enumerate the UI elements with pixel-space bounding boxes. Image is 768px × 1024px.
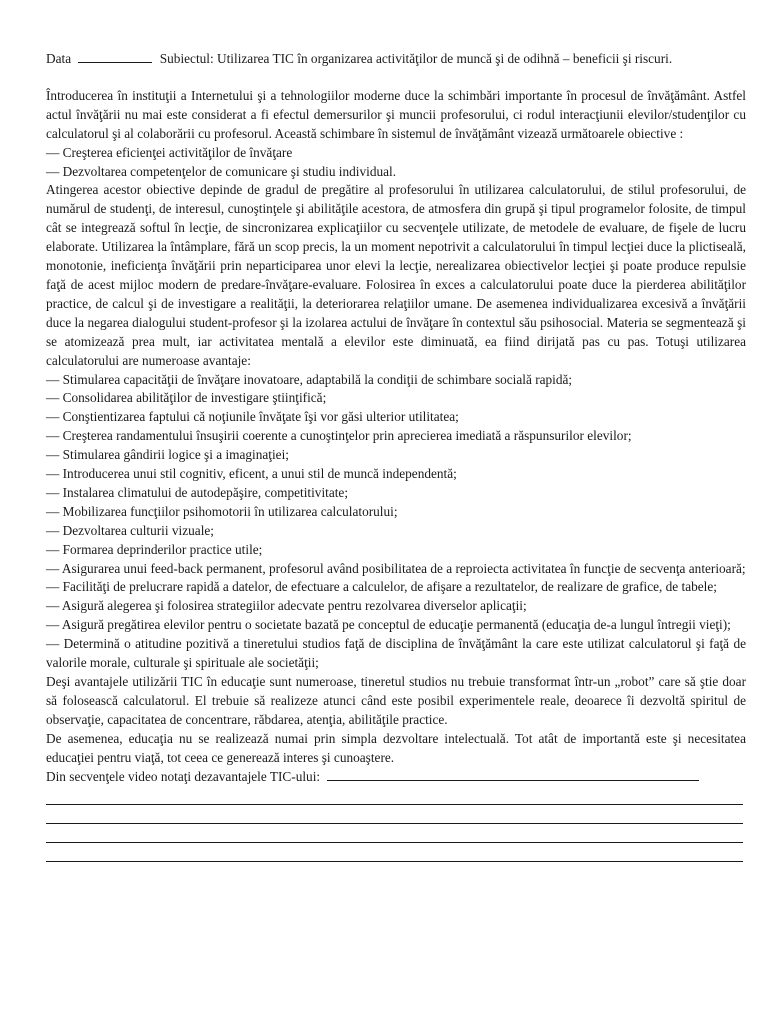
objective-item: — Creşterea eficienţei activităţilor de învăţare bbox=[46, 144, 293, 160]
answer-line[interactable] bbox=[46, 805, 743, 824]
advantage-item: — Determină o atitudine pozitivă a tineretului studios faţă de disciplina de învăţământ la care este utilizat calculatorul şi faţă de valorile morale, culturale şi spirituale ale societăţii; bbox=[46, 636, 746, 671]
date-blank[interactable] bbox=[78, 50, 152, 63]
closing-paragraph: De asemenea, educaţia nu se realizează numai prin simpla dezvoltare intelectuală. Tot atât de importantă este şi necesitatea educaţiei pentru viaţă, tot ceea ce generează interes şi cunoaştere. bbox=[46, 730, 746, 765]
subject-title: Subiectul: Utilizarea TIC în organizarea activităţilor de muncă şi de odihnă – beneficii şi riscuri. bbox=[159, 51, 673, 66]
advantage-item: — Mobilizarea funcţiilor psihomotorii în utilizarea calculatorului; bbox=[46, 503, 398, 519]
answer-line[interactable] bbox=[46, 786, 743, 805]
advantage-item: — Asigură pregătirea elevilor pentru o societate bazată pe conceptul de educaţie permanentă (educaţia de-a lungul întregii vieţi); bbox=[46, 617, 731, 633]
answer-line[interactable] bbox=[46, 824, 743, 843]
task-prompt-line bbox=[46, 768, 746, 787]
advantage-item: — Dezvoltarea culturii vizuale; bbox=[46, 522, 214, 538]
objectives-list bbox=[46, 144, 746, 182]
advantage-item: — Formarea deprinderilor practice utile; bbox=[46, 541, 263, 557]
advantage-item: — Stimularea gândirii logice şi a imaginaţiei; bbox=[46, 447, 289, 463]
header-line bbox=[46, 50, 746, 69]
body-paragraph: Atingerea acestor obiective depinde de gradul de pregătire al profesorului în utilizarea calculatorului, de stilul profesorului, de numărul de studenţi, de interesul, cunoştinţele şi abilităţile acestora, de atmosfera din grupă şi tipul programelor folosite, de timpul cât se integrează softul în lecţie, de sincronizarea explicaţiilor cu secvenţele utilizate, de metodele de evaluare, de fişele de lucru elaborate. Utilizarea la întâmplare, fără un scop precis, la un moment nepotrivit a calculatorului în timpul lecţiei duce la plictiseală, monotonie, ineficienţa învăţării prin neparticiparea unor elevi la lecţie, nerealizarea obiectivelor lecţiei şi poate produce repulsie faţă de acest mijloc modern de predare-învăţare-evaluare. Folosirea în exces a calculatorului poate duce la pierderea abilităţilor practice, de calcul şi de investigare a realităţii, la deteriorarea relaţiilor umane. De asemenea individualizarea excesivă a învăţării duce la negarea dialogului student-profesor şi la izolarea actului de învăţare în contextul său psihosocial. Materia se segmentează şi se atomizează prea mult, iar activitatea mentală a elevilor este diminuată, ea fiind dirijată pas cu pas. Totuşi utilizarea calculatorului are numeroase avantaje: bbox=[46, 182, 746, 368]
intro-paragraph: Întroducerea în instituţii a Internetului şi a tehnologiilor moderne duce la schimbări importante în procesul de învăţământ. Astfel actul învăţării nu mai este considerat a fi efectul demersurilor şi muncii profesorului, ci rodul interacţiunii elevilor/studenţilor cu calculatorul şi al colaborării cu profesorul. Această schimbare în sistemul de învăţământ vizează următoarele obiective : bbox=[46, 87, 746, 141]
advantage-item: — Stimularea capacităţii de învăţare inovatoare, adaptabilă la condiţii de schimbare socială rapidă; bbox=[46, 371, 573, 387]
task-prompt: Din secvenţele video notaţi dezavantajele TIC-ului: bbox=[46, 768, 321, 784]
advantage-item: — Creşterea randamentului însuşirii coerente a cunoştinţelor prin aprecierea imediată a răspunsurilor elevilor; bbox=[46, 428, 632, 444]
objective-item: — Dezvoltarea competenţelor de comunicare şi studiu individual. bbox=[46, 163, 397, 179]
date-label: Data bbox=[46, 51, 72, 66]
advantage-item: — Consolidarea abilităţilor de investigare ştiinţifică; bbox=[46, 390, 327, 406]
closing-paragraph: Deşi avantajele utilizării TIC în educaţie sunt numeroase, tineretul studios nu trebuie transformat într-un „robot” care să ştie doar să folosească calculatorul. El trebuie să realizeze atunci când este posibil experimentele reale, deoarece îi dezvoltă spiritul de observaţie, capacitatea de concentrare, răbdarea, atenţia, abilităţile practice. bbox=[46, 674, 746, 727]
answer-lines bbox=[46, 786, 746, 862]
answer-line[interactable] bbox=[46, 843, 743, 862]
advantage-item: — Asigură alegerea şi folosirea strategiilor adecvate pentru rezolvarea diverselor aplicaţii; bbox=[46, 598, 527, 614]
advantage-item: — Facilităţi de prelucrare rapidă a datelor, de efectuare a calculelor, de afişare a rezultatelor, de realizare de grafice, de tabele; bbox=[46, 579, 717, 595]
answer-blank[interactable] bbox=[327, 768, 699, 781]
advantages-list bbox=[46, 371, 746, 674]
advantage-item: — Introducerea unui stil cognitiv, eficent, a unui stil de muncă independentă; bbox=[46, 466, 457, 482]
advantage-item: — Asigurarea unui feed-back permanent, profesorul având posibilitatea de a reproiecta activitatea în funcţie de secvenţa anterioară; bbox=[46, 560, 746, 576]
advantage-item: — Conştientizarea faptului că noţiunile învăţate îşi vor găsi ulterior utilitatea; bbox=[46, 409, 459, 425]
advantage-item: — Instalarea climatului de autodepăşire, competitivitate; bbox=[46, 484, 349, 500]
